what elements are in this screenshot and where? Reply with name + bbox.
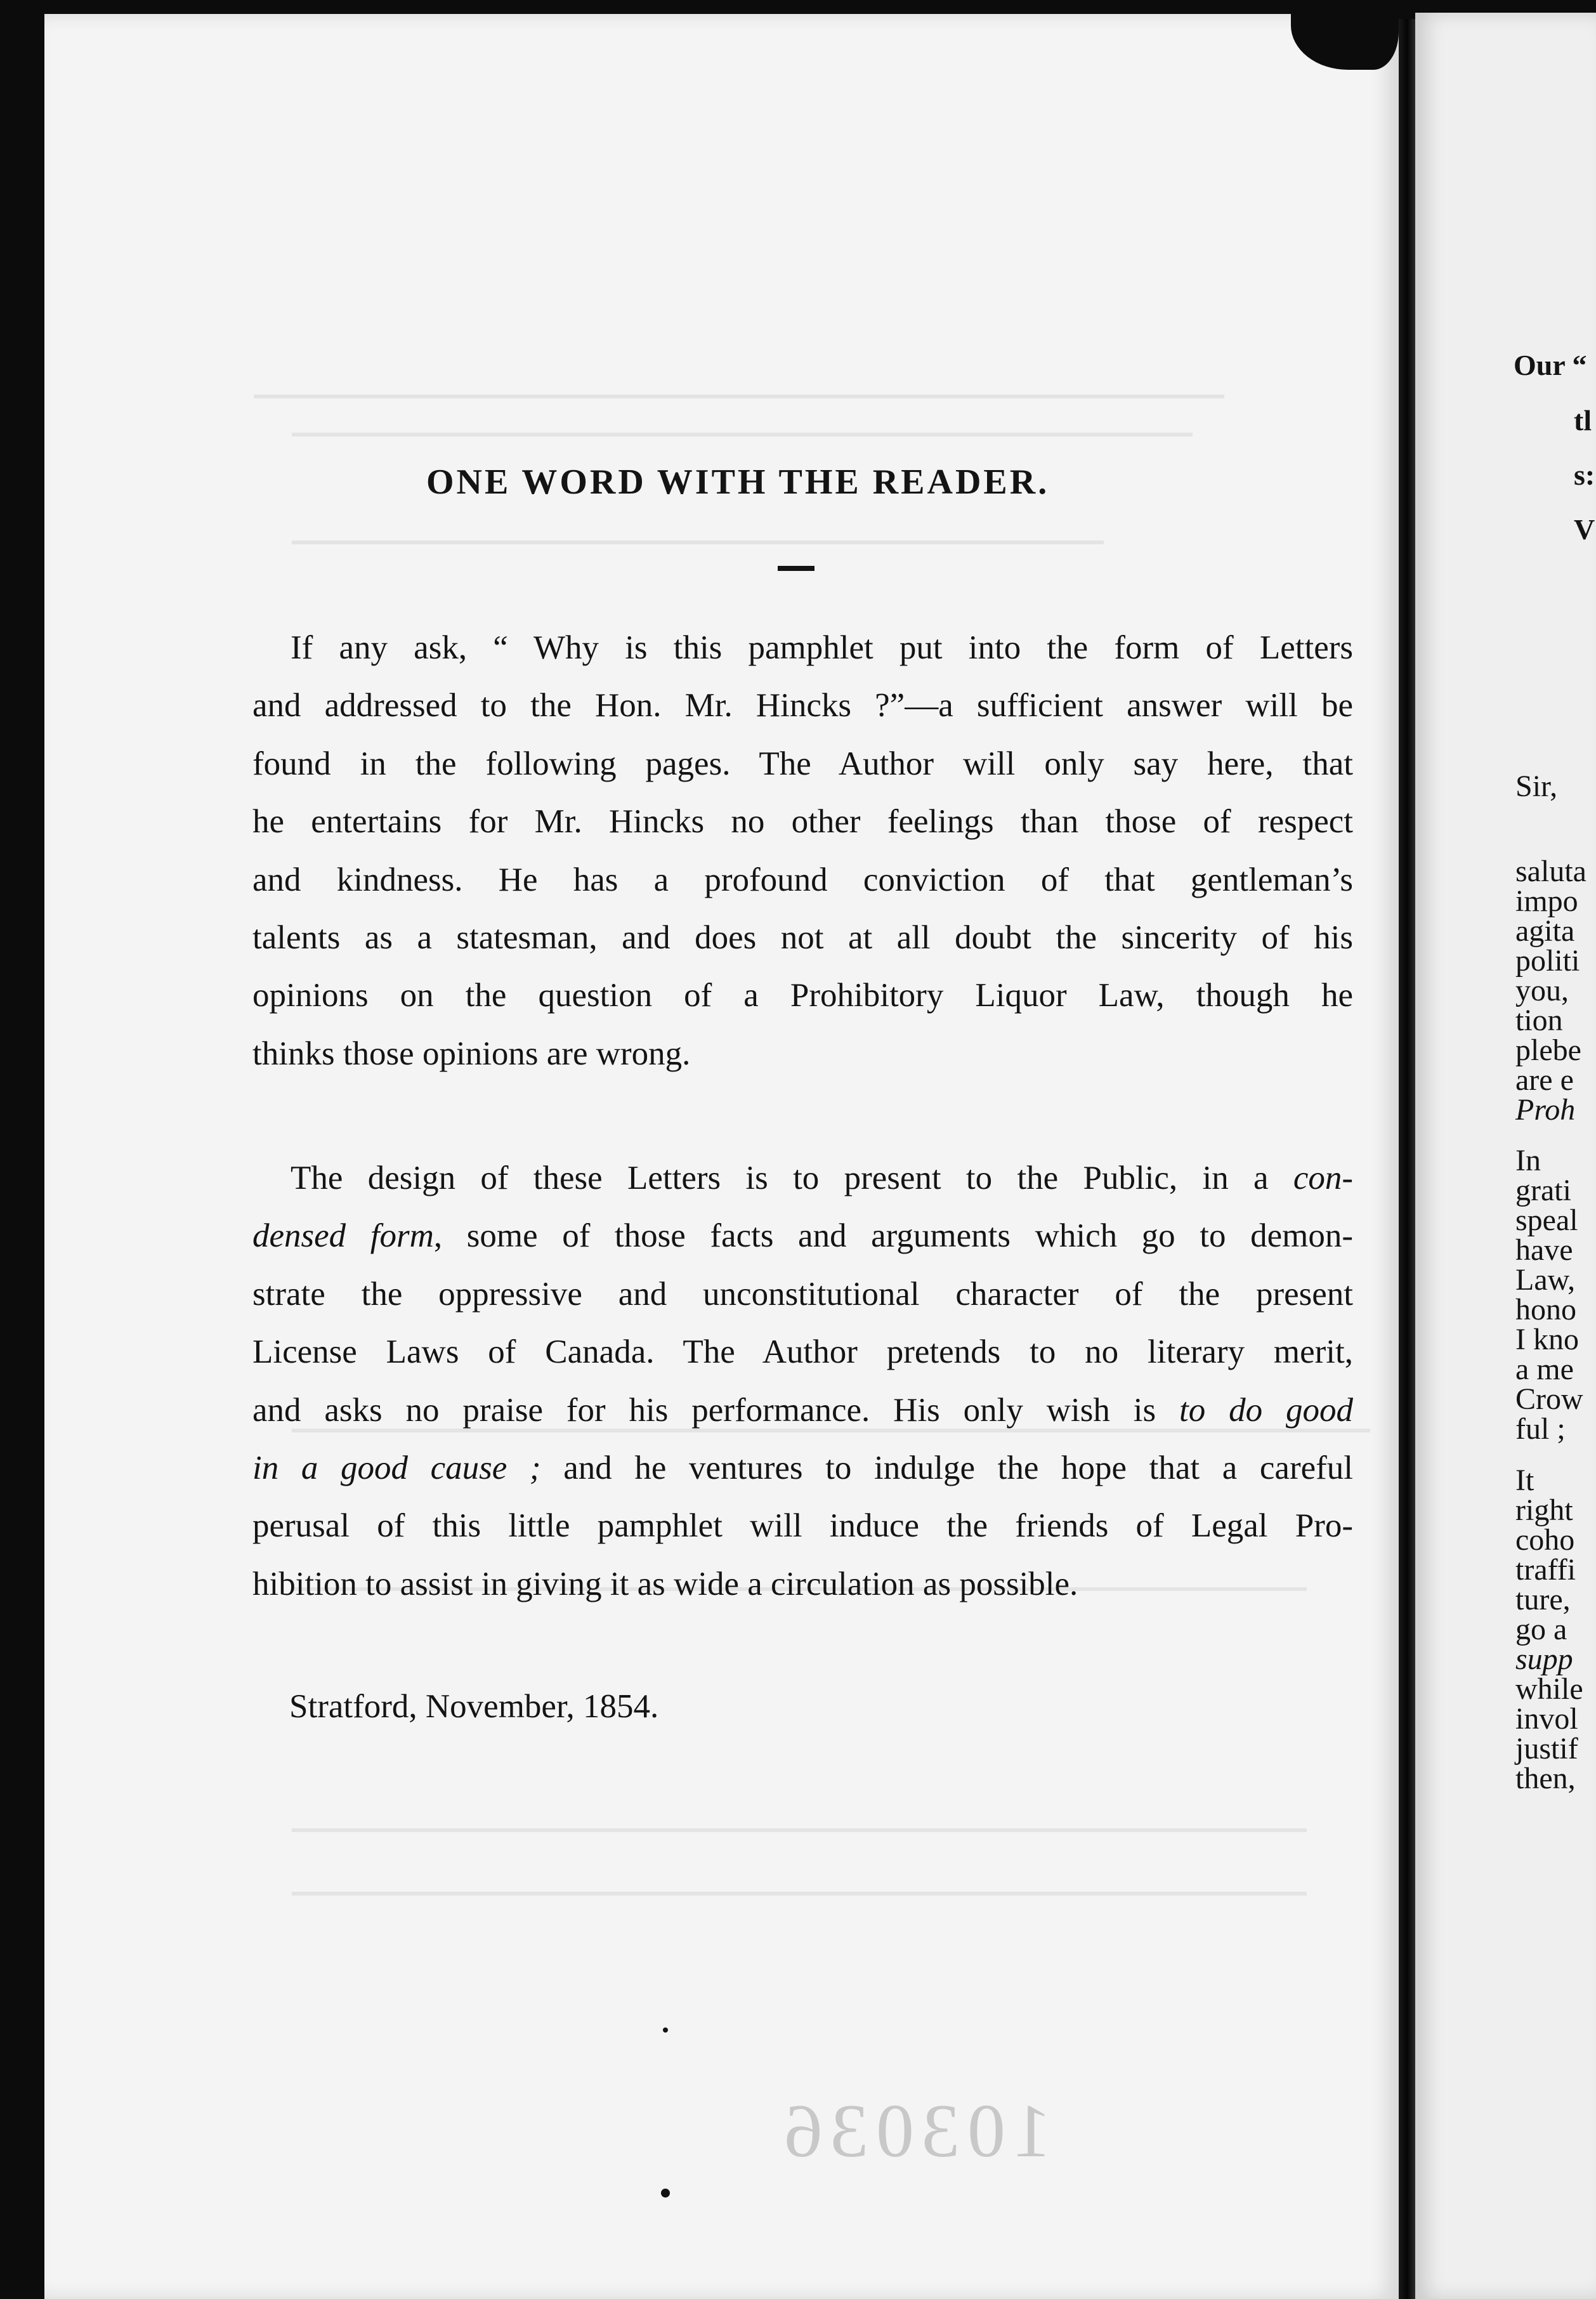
text-fragment: Law, xyxy=(1515,1263,1576,1297)
text-line: and kindness. He has a profound conviction of that gentleman’s xyxy=(252,861,1353,898)
page-heading: ONE WORD WITH THE READER. xyxy=(426,462,1050,502)
text-fragment: traffi xyxy=(1515,1553,1576,1587)
text-line: hibition to assist in giving it as wide a circulation as possible. xyxy=(252,1565,1078,1602)
text-fragment: Proh xyxy=(1515,1093,1576,1127)
text-fragment: justif xyxy=(1515,1732,1578,1765)
text-fragment: agita xyxy=(1515,914,1575,948)
heading-fragment: V xyxy=(1574,513,1595,546)
text-fragment: saluta xyxy=(1515,855,1586,888)
reverse-stamp: 103036 xyxy=(777,2088,1051,2173)
text-fragment: coho xyxy=(1515,1523,1575,1557)
text-line: If any ask, “ Why is this pamphlet put into the form of Letters xyxy=(291,629,1353,666)
text-line: densed form, some of those facts and arguments which go to demon- xyxy=(252,1217,1353,1255)
italic-text: in a good cause ; xyxy=(252,1450,541,1487)
salutation: Sir, xyxy=(1515,770,1558,803)
text-fragment: grati xyxy=(1515,1174,1571,1207)
text-fragment: go a xyxy=(1515,1613,1567,1646)
text-fragment: impo xyxy=(1515,884,1578,918)
italic-text: con- xyxy=(1293,1160,1353,1196)
text-fragment: supp xyxy=(1515,1642,1573,1676)
heading-fragment: s: xyxy=(1574,459,1595,491)
text-line: and addressed to the Hon. Mr. Hincks ?”—a sufficient answer will be xyxy=(252,687,1353,724)
show-through xyxy=(292,1828,1307,1832)
text-line: found in the following pages. The Author will only say here, that xyxy=(252,745,1353,782)
text-line: he entertains for Mr. Hincks no other feelings than those of respect xyxy=(252,803,1353,841)
dateline: Stratford, November, 1854. xyxy=(289,1688,659,1725)
paragraph-2 xyxy=(252,1150,1353,1613)
show-through xyxy=(292,540,1104,544)
text-fragment: a me xyxy=(1515,1353,1574,1386)
text-fragment: It xyxy=(1515,1464,1534,1497)
text-line: The design of these Letters is to present to the Public, in a con- xyxy=(291,1160,1353,1196)
text-fragment: ture, xyxy=(1515,1583,1571,1616)
text-line: opinions on the question of a Prohibitory Liquor Law, though he xyxy=(252,977,1353,1014)
italic-text: densed form xyxy=(252,1217,434,1255)
italic-text: to do good xyxy=(1179,1391,1353,1429)
heading-fragment: tl xyxy=(1574,404,1592,436)
text-line: License Laws of Canada. The Author pretends to no literary merit, xyxy=(252,1333,1353,1371)
text-fragment: tion xyxy=(1515,1004,1563,1037)
heading-fragment: Our “ xyxy=(1514,349,1587,381)
show-through xyxy=(292,1892,1307,1896)
heading-rule xyxy=(778,566,814,571)
book-gutter xyxy=(1399,19,1415,2299)
ink-dot xyxy=(663,2027,668,2033)
text-line: and asks no praise for his performance. His only wish is to do good xyxy=(252,1391,1353,1429)
text-line: perusal of this little pamphlet will induce the friends of Legal Pro- xyxy=(252,1507,1353,1545)
text-fragment: plebe xyxy=(1515,1033,1581,1067)
show-through xyxy=(292,433,1193,436)
text-fragment: have xyxy=(1515,1233,1573,1267)
text-fragment: then, xyxy=(1515,1762,1576,1795)
right-page xyxy=(1415,13,1596,2299)
text-fragment: speal xyxy=(1515,1203,1578,1237)
text-fragment: while xyxy=(1515,1672,1583,1706)
text-fragment: invol xyxy=(1515,1702,1578,1736)
text-fragment: politi xyxy=(1515,944,1580,978)
text-fragment: right xyxy=(1515,1493,1573,1527)
text-fragment: are e xyxy=(1515,1063,1574,1097)
text-fragment: hono xyxy=(1515,1293,1576,1326)
text-fragment: you, xyxy=(1515,974,1569,1007)
text-fragment: ful ; xyxy=(1515,1412,1566,1446)
text-fragment: I kno xyxy=(1515,1323,1579,1356)
ink-dot xyxy=(661,2189,670,2197)
text-line: talents as a statesman, and does not at all doubt the sincerity of his xyxy=(252,919,1353,957)
text-fragment: Crow xyxy=(1515,1382,1583,1416)
text-line: thinks those opinions are wrong. xyxy=(252,1035,691,1072)
show-through xyxy=(254,395,1224,398)
text-fragment: In xyxy=(1515,1144,1541,1177)
text-line: strate the oppressive and unconstitutional character of the present xyxy=(252,1275,1353,1313)
text-line: in a good cause ; and he ventures to indulge the hope that a careful xyxy=(252,1450,1353,1487)
paragraph-1 xyxy=(252,619,1353,1083)
